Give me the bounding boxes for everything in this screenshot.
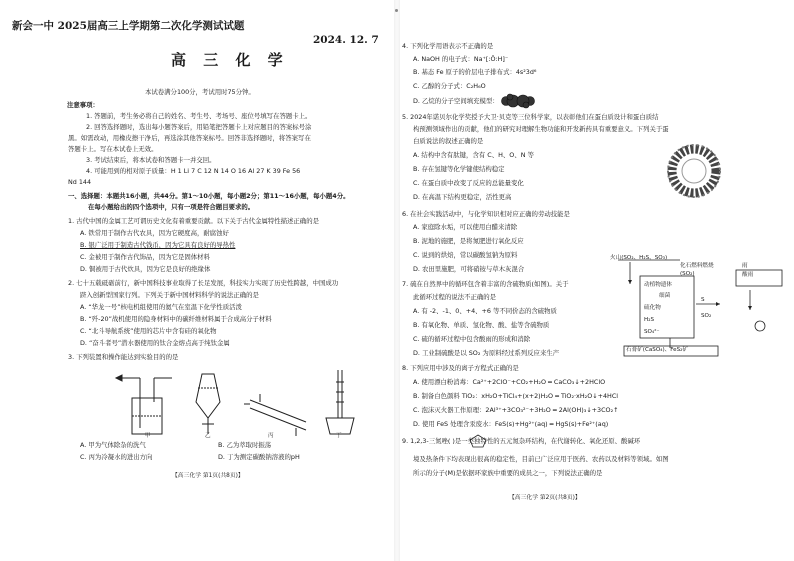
- q6-option-d: D. 农田里施肥，可将硝铵与草木灰混合: [413, 265, 525, 273]
- q9-stem-1: 9. 1,2,3-三氮唑( )是一类独特性的五元氮杂环结构，在代谢转化、氧化还原、酸碱环: [402, 437, 641, 445]
- notes-title: 注意事项：: [67, 101, 99, 109]
- q1-stem: 1. 古代中国的金属工艺可谓历史文化有着重要贡献。以下关于古代金属特性描述正确的是: [68, 217, 319, 225]
- note-4: 答题卡上。写在本试卷上无效。: [68, 145, 158, 153]
- diagram-mineral-label: 石膏矿(CaSO₄)、FeS₂矿: [626, 347, 689, 353]
- q5-option-a: A. 结构中含有肽键，含有 C、H、O、N 等: [413, 151, 534, 159]
- q1-option-b: B. 银广泛用于制造古代钱币，因为它具有良好的导热性: [80, 241, 236, 249]
- q4-option-a: A. NaOH 的电子式：Na⁺[:Ö:H]⁻: [413, 55, 509, 63]
- q3-option-d: D. 丁为测定碳酸钠溶液的pH: [218, 453, 300, 461]
- q5-option-c: C. 在蛋白质中改变了反应的总能量变化: [413, 179, 524, 187]
- diagram-so2-label: (SO₂): [680, 271, 695, 277]
- q7-stem-1: 7. 硫在自然界中的循环包含着丰富的含硫物质(如图)。关于: [402, 280, 569, 288]
- q6-option-a: A. 家庭除水垢，可以使用白醋来清除: [413, 223, 518, 231]
- q4-stem: 4. 下列化学用语表示不正确的是: [402, 42, 494, 50]
- diagram-rain-label: 雨: [742, 263, 748, 269]
- q4-option-b: B. 基态 Fe 原子的价层电子排布式：4s²3d⁶: [413, 68, 537, 76]
- q8-option-b: B. 制备白色颜料 TiO₂：xH₂O+TiCl₄+(x+2)H₂O ═ TiO₂·xH₂O↓+4HCl: [413, 392, 619, 400]
- footer-page-2: 【高三化学 第2页(共8页)】: [509, 495, 581, 501]
- q8-stem: 8. 下列应用中涉及的离子方程式正确的是: [402, 364, 519, 372]
- exam-date: 2024. 12. 7: [313, 34, 379, 46]
- note-3: 黑。如需改动，用橡皮擦干净后，再选涂其他答案标号。回答非选择题时，将答案写在: [68, 134, 311, 142]
- diagram-acid-rain-label: 酸雨: [742, 272, 754, 278]
- q5-option-b: B. 存在氢键等化学键使结构稳定: [413, 165, 505, 173]
- q7-option-c: C. 硫的循环过程中包含酸雨的形成和消除: [413, 335, 531, 343]
- q3-stem: 3. 下列装置和操作能达到实验目的的是: [68, 353, 179, 361]
- q7-option-a: A. 有 -2、-1、0、+4、+6 等不同价态的含硫物质: [413, 307, 557, 315]
- exam-info: 本试卷满分100分，考试用时75分钟。: [145, 88, 255, 96]
- section-1-line-1: 一、选择题：本题共16小题，共44分。第1～10小题，每小题2分；第11～16小题，每小题4分。: [68, 192, 350, 200]
- protein-structure-image: [665, 142, 723, 200]
- q5-stem-1: 5. 2024年诺贝尔化学奖授予大卫·贝克等三位科学家，以表彰他们在蛋白质设计和蛋白质结: [402, 113, 659, 121]
- q3-option-b: B. 乙为萃取时振荡: [218, 441, 272, 449]
- q7-stem-2: 此循环过程的说法不正确的是: [413, 293, 497, 301]
- q9-stem-3: 所示的分子(M)是依据环家族中重要的成员之一，下列说法正确的是: [413, 469, 603, 477]
- q3-label-ding: 丁: [336, 433, 342, 439]
- diagram-so2-box-label: SO₂: [701, 313, 712, 319]
- triazole-ring-structure: [467, 433, 489, 449]
- q7-option-b: B. 有氧化物、单质、氢化物、酸、盐等含硫物质: [413, 321, 550, 329]
- q8-option-a: A. 使用漂白粉消毒：Ca²⁺+2ClO⁻+CO₂+H₂O ═ CaCO₃↓+2HClO: [413, 378, 606, 386]
- note-2: 2. 回答选择题时，选出每小题答案后，用铅笔把答题卡上对应题目的答案标号涂: [86, 123, 312, 131]
- section-1-line-2: 在每小题给出的四个选项中，只有一项是符合题目要求的。: [88, 203, 255, 211]
- q8-option-c: C. 泡沫灭火器工作原理：2Al³⁺+3CO₃²⁻+3H₂O ═ 2Al(OH)₃↓+3CO₂↑: [413, 406, 619, 414]
- note-7: Nd 144: [68, 178, 92, 186]
- q6-option-b: B. 泥地的施肥，是将氮肥进行氧化反应: [413, 237, 524, 245]
- diagram-fossil-fuel-label: 化石燃料燃烧: [680, 263, 714, 269]
- q2-option-c: C. “北斗导航系统”使用的芯片中含有硅的氧化物: [80, 327, 217, 335]
- school-title: 新会一中 2025届高三上学期第二次化学测试试题: [12, 20, 245, 32]
- q4-option-c: C. 乙醇的分子式：C₂H₆O: [413, 82, 486, 90]
- q3-option-c: C. 丙为冷凝水的进出方向: [80, 453, 153, 461]
- q2-option-d: D. “奋斗者号”潜水器使用的钛合金熔点高于纯钛金属: [80, 339, 230, 347]
- q7-option-d: D. 工业制硫酸是以 SO₂ 为原料经过系列反应来生产: [413, 349, 560, 357]
- q5-option-d: D. 在高温下结构更稳定，活性更高: [413, 193, 512, 201]
- q3-apparatus-figure: [110, 368, 360, 440]
- diagram-h2s-label: H₂S: [644, 317, 654, 323]
- note-6: 4. 可能用到的相对原子质量：H 1 Li 7 C 12 N 14 O 16 Al 27 K 39 Fe 56: [86, 167, 301, 175]
- diagram-remains-label: 动植物遗体: [644, 282, 672, 288]
- q2-stem-1: 2. 七十五载砥砺前行，新中国科技事业取得了长足发展，科技实力实现了历史性跨越，中国成功: [68, 279, 339, 287]
- q2-option-a: A. “华龙一号”核电机组使用的氦气在室温下化学性质活泼: [80, 303, 242, 311]
- q3-label-jia: 甲: [145, 433, 151, 439]
- q1-option-a: A. 铁常用于制作古代农具，因为它硬度高，耐腐蚀好: [80, 229, 229, 237]
- diagram-s-label: S: [701, 297, 705, 303]
- diagram-volcano-label: 火山(SO₂、H₂S、SO₃): [610, 255, 668, 261]
- q2-stem-2: 跻入创新型国家行列。下列关于新中国材料科学的说法正确的是: [80, 291, 259, 299]
- ethane-space-filling-model: [500, 93, 536, 109]
- diagram-bacteria-label: 细菌: [659, 293, 671, 299]
- q1-option-c: C. 金被用于制作古代饰品，因为它是固体材料: [80, 253, 210, 261]
- q9-stem-2: 境及热条件下均表现出很高的稳定性，目前已广泛应用于医药、农药以及材料等领域。如图: [413, 455, 669, 463]
- q5-stem-3: 白质说法的叙述正确的是: [413, 137, 484, 145]
- q2-option-b: B. “歼-20”战机使用的隐身材料中的碳纤维材料属于合成高分子材料: [80, 315, 272, 323]
- note-5: 3. 考试结束后，将本试卷和答题卡一并交回。: [86, 156, 216, 164]
- diagram-sulfate-label: SO₄²⁻: [644, 329, 660, 335]
- q8-option-d: D. 使用 FeS 处理含汞废水：FeS(s)+Hg²⁺(aq) ═ HgS(s)+Fe²⁺(aq): [413, 420, 609, 428]
- q3-label-bing: 丙: [268, 433, 274, 439]
- q3-label-yi: 乙: [205, 433, 211, 439]
- q1-option-d: D. 铜被用于古代炊具，因为它是良好的绝缘体: [80, 265, 211, 273]
- subject-title: 高 三 化 学: [171, 51, 289, 69]
- note-1: 1. 答题前，考生务必将自己的姓名、考生号、考场号、座位号填写在答题卡上。: [86, 112, 312, 120]
- q3-option-a: A. 甲为气体除杂的洗气: [80, 441, 146, 449]
- q5-stem-2: 构预测领域作出的贡献，他们的研究对理解生物功能和开发新药具有重要意义。下列关于蛋: [413, 125, 669, 133]
- diagram-sulfide-label: 硫化物: [644, 305, 661, 311]
- q4-option-d: D. 乙烷的分子空间填充模型：: [413, 97, 499, 105]
- q6-option-c: C. 说到的烘焙，常以碳酸氢钠为原料: [413, 251, 518, 259]
- footer-page-1: 【高三化学 第1页(共8页)】: [172, 473, 244, 479]
- q6-stem: 6. 在社会实践活动中，与化学知识相对应正确的劳动技能是: [402, 210, 570, 218]
- page-2: [397, 0, 794, 561]
